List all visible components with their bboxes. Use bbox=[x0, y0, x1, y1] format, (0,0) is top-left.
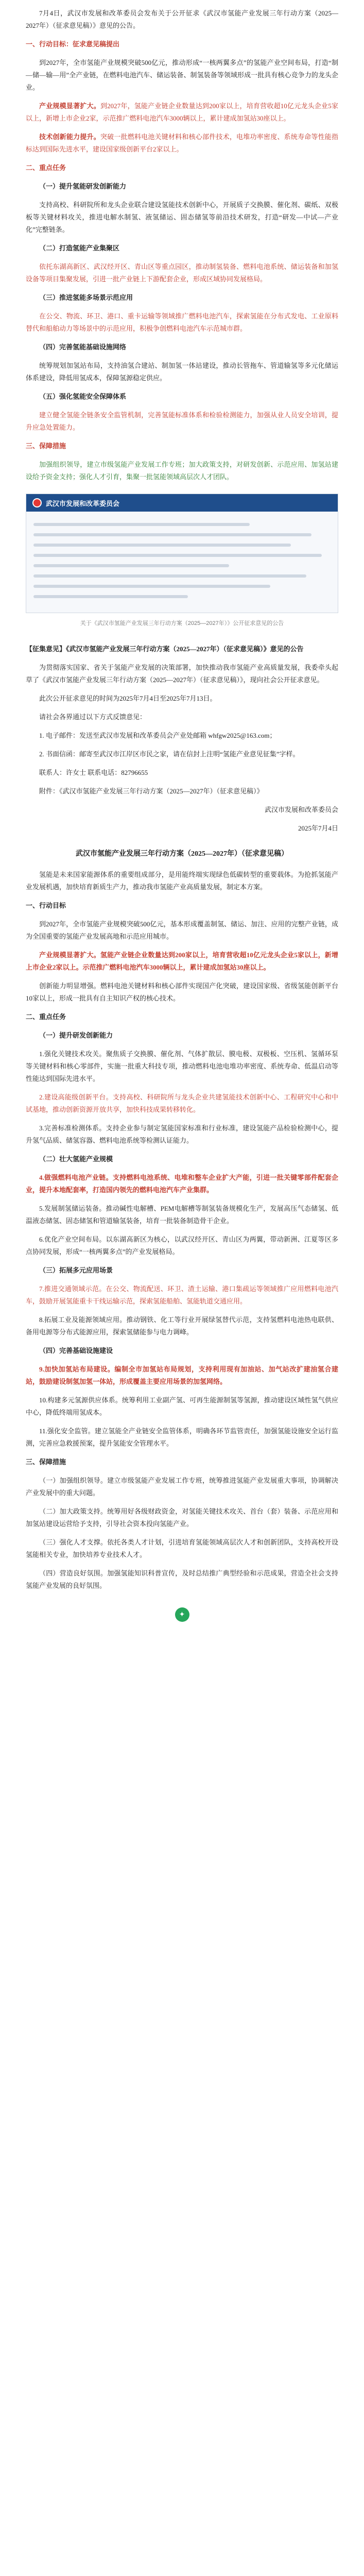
signature-date: 2025年7月4日 bbox=[298, 824, 338, 832]
paragraph: 到2027年，全市氢能产业规模突破500亿元，推动形成“一核两翼多点”的氢能产业空间布局，打造“制—储—输—用”全产业链，在燃料电池汽车、储运装备、制氢装备等领域形成一批具有核心竞争力的龙头企业。 bbox=[26, 59, 338, 91]
image-text-line bbox=[33, 574, 306, 578]
section-heading: 二、重点任务 bbox=[26, 1013, 66, 1021]
paragraph: （一）加强组织领导。建立市级氢能产业发展工作专班，统筹推进氢能产业发展重大事项，协调解决产业发展中的重大问题。 bbox=[26, 1477, 338, 1497]
paragraph: 此次公开征求意见的时间为2025年7月4日至2025年7月13日。 bbox=[39, 694, 217, 702]
sub-heading: （三）推进氢能多场景示范应用 bbox=[39, 294, 133, 301]
paragraph: 2.建设高能级创新平台。支持高校、科研院所与龙头企业共建氢能技术创新中心、工程研究中心和中试基地，推动创新资源开放共享，加快科技成果转移转化。 bbox=[26, 1093, 338, 1113]
attachment-link[interactable]: 附件：《武汉市氢能产业发展三年行动方案（2025—2027年）（征求意见稿）》 bbox=[39, 787, 264, 795]
highlight-text: 突破一批燃料电池关键材料和核心部件技术，电堆功率密度、系统寿命等性能指标达到国际先进水平，建设国家级创新平台2家以上。 bbox=[26, 133, 338, 153]
paragraph: 7.推进交通领域示范。在公交、物流配送、环卫、渣土运输、港口集疏运等领域推广应用燃料电池汽车，鼓励开展氢能重卡干线运输示范，探索氢能船舶、氢能轨道交通应用。 bbox=[26, 1285, 338, 1305]
paragraph: 5.发展制氢储运装备。推动碱性电解槽、PEM电解槽等制氢装备规模化生产，发展高压气态储氢、低温液态储氢、固态储氢和管道输氢装备，培育一批装备制造骨干企业。 bbox=[26, 1205, 338, 1225]
sub-heading: （一）提升研发创新能力 bbox=[39, 1031, 113, 1039]
paragraph: （四）营造良好氛围。加强氢能知识科普宣传，及时总结推广典型经验和示范成果，营造全社会支持氢能产业发展的良好氛围。 bbox=[26, 1569, 338, 1589]
paragraph: 6.优化产业空间布局。以东湖高新区为核心，以武汉经开区、青山区为两翼，带动新洲、江夏等区多点协同发展，形成“一核两翼多点”的产业发展格局。 bbox=[26, 1235, 338, 1256]
sub-heading: （五）强化氢能安全保障体系 bbox=[39, 393, 127, 400]
paragraph: 到2027年，全市氢能产业规模突破500亿元，基本形成覆盖制氢、储运、加注、应用的完整产业链，成为全国重要的氢能产业发展高地和示范应用城市。 bbox=[26, 920, 338, 940]
paragraph: 统筹规划加氢站布局，支持油氢合建站、制加氢一体站建设，推动长管拖车、管道输氢等多元化储运体系建设，降低用氢成本，保障氢源稳定供应。 bbox=[26, 362, 338, 382]
paragraph bbox=[26, 131, 338, 156]
paragraph: 在公交、物流、环卫、港口、重卡运输等领域推广燃料电池汽车，探索氢能在分布式发电、工业原料替代和船舶动力等场景中的示范应用，积极争创燃料电池汽车示范城市群。 bbox=[26, 312, 338, 332]
paragraph: 加强组织领导，建立市级氢能产业发展工作专班；加大政策支持，对研发创新、示范应用、加氢站建设给予资金支持；强化人才引育，集聚一批氢能领域高层次人才团队。 bbox=[26, 461, 338, 481]
notice-heading: 【征集意见】《武汉市氢能产业发展三年行动方案（2025—2027年）（征求意见稿）》意见的公告 bbox=[26, 645, 304, 653]
image-text-line bbox=[33, 595, 188, 598]
highlight-text: 技术创新能力提升。 bbox=[39, 133, 100, 141]
highlight-text: 到2027年，氢能产业链企业数量达到200家以上，培育营收超10亿元龙头企业5家以上，新增上市企业2家，示范推广燃料电池汽车3000辆以上，累计建成加氢站30座以上。 bbox=[26, 102, 338, 122]
section-heading: 三、保障措施 bbox=[26, 1458, 66, 1466]
paragraph: 为贯彻落实国家、省关于氢能产业发展的决策部署，加快推动我市氢能产业高质量发展，我委牵头起草了《武汉市氢能产业发展三年行动方案（2025—2027年）（征求意见稿）》，现向社会公开征求意见。 bbox=[26, 664, 338, 684]
image-org-name: 武汉市发展和改革委员会 bbox=[46, 499, 120, 507]
section-heading: 一、行动目标 bbox=[26, 902, 66, 909]
sub-heading: （一）提升氢能研发创新能力 bbox=[39, 182, 127, 190]
article-image bbox=[26, 494, 338, 613]
paragraph: 2. 书面信函：邮寄至武汉市江岸区市民之家，请在信封上注明“氢能产业意见征集”字样。 bbox=[39, 750, 300, 758]
paragraph: （二）加大政策支持。统筹用好各级财政资金，对氢能关键技术攻关、首台（套）装备、示范应用和加氢站建设运营给予支持，引导社会资本投向氢能产业。 bbox=[26, 1507, 338, 1528]
paragraph: 3.完善标准检测体系。支持企业参与制定氢能国家标准和行业标准，建设氢能产品检验检测中心，提升氢气品质、储氢容器、燃料电池系统等检测认证能力。 bbox=[26, 1124, 338, 1144]
section-heading: 一、行动目标：征求意见稿提出 bbox=[26, 40, 120, 48]
image-text-line bbox=[33, 544, 291, 547]
section-heading: 三、保障措施 bbox=[26, 442, 66, 450]
image-text-line bbox=[33, 585, 270, 588]
paragraph: 9.加快加氢站布局建设。编制全市加氢站布局规划，支持利用现有加油站、加气站改扩建油氢合建站，鼓励建设制氢加氢一体站，形成覆盖主要应用场景的加氢网络。 bbox=[26, 1365, 338, 1385]
image-header bbox=[26, 494, 338, 512]
paragraph: 10.构建多元氢源供应体系。统筹利用工业副产氢、可再生能源制氢等氢源，推动建设区域性氢气供应中心，降低终端用氢成本。 bbox=[26, 1396, 338, 1416]
wechat-icon[interactable]: ✦ bbox=[175, 1607, 189, 1622]
paragraph: （三）强化人才支撑。依托各类人才计划，引进培育氢能领域高层次人才和创新团队，支持高校开设氢能相关专业，加快培养专业技术人才。 bbox=[26, 1538, 338, 1558]
section-heading: 二、重点任务 bbox=[26, 164, 66, 172]
signature-org: 武汉市发展和改革委员会 bbox=[264, 806, 338, 814]
intro-paragraph: 7月4日，武汉市发展和改革委员会发布关于公开征求《武汉市氢能产业发展三年行动方案（2025—2027年）（征求意见稿）》意见的公告。 bbox=[26, 9, 338, 29]
paragraph: 建立健全氢能全链条安全监管机制，完善氢能标准体系和检验检测能力，加强从业人员安全培训，提升应急处置能力。 bbox=[26, 411, 338, 431]
image-text-line bbox=[33, 533, 311, 536]
paragraph bbox=[26, 100, 338, 125]
image-text-line bbox=[33, 564, 229, 567]
paragraph: 8.拓展工业及能源领域应用。推动钢铁、化工等行业开展绿氢替代示范，支持氢燃料电池热电联供、备用电源等分布式能源应用，探索氢储能参与电力调峰。 bbox=[26, 1316, 338, 1336]
paragraph: 联系人：许女士 联系电话：82796655 bbox=[39, 769, 148, 776]
sub-heading: （三）拓展多元应用场景 bbox=[39, 1266, 113, 1274]
paragraph: 支持高校、科研院所和龙头企业联合建设氢能技术创新中心，开展质子交换膜、催化剂、碳纸、双极板等关键材料攻关，推进电解水制氢、液氢储运、固态储氢等前沿技术研发，打造“研发—中试—产业化”完整链条。 bbox=[26, 201, 338, 233]
paragraph: 1.强化关键技术攻关。聚焦质子交换膜、催化剂、气体扩散层、膜电极、双极板、空压机、氢循环泵等关键材料和核心零部件，实施一批重大科技专项，推动燃料电池电堆功率密度、系统寿命、低温启动等性能达到国际先进水平。 bbox=[26, 1050, 338, 1082]
paragraph: 氢能是未来国家能源体系的重要组成部分，是用能终端实现绿色低碳转型的重要载体。为抢抓氢能产业发展机遇，加快培育新质生产力，推动我市氢能产业高质量发展，制定本方案。 bbox=[26, 871, 338, 891]
paragraph: 依托东湖高新区、武汉经开区、青山区等重点园区，推动制氢装备、燃料电池系统、储运装备和加氢设备等项目集聚发展，引进一批产业链上下游配套企业，形成区域协同发展格局。 bbox=[26, 263, 338, 283]
paragraph: 1. 电子邮件：发送至武汉市发展和改革委员会产业处邮箱 whfgw2025@163.com； bbox=[39, 732, 276, 739]
paragraph: 请社会各界通过以下方式反馈意见： bbox=[39, 713, 147, 721]
sub-heading: （四）完善氢能基础设施网络 bbox=[39, 343, 127, 351]
paragraph: 创新能力明显增强。燃料电池关键材料和核心部件实现国产化突破，建设国家级、省级氢能创新平台10家以上，形成一批具有自主知识产权的核心技术。 bbox=[26, 982, 338, 1002]
sub-heading: （二）打造氢能产业集聚区 bbox=[39, 244, 120, 252]
image-caption: 关于《武汉市氢能产业发展三年行动方案（2025—2027年）》公开征求意见的公告 bbox=[80, 620, 284, 626]
paragraph: 4.做强燃料电池产业链。支持燃料电池系统、电堆和整车企业扩大产能，引进一批关键零部件配套企业，提升本地配套率，打造国内领先的燃料电池汽车产业集群。 bbox=[26, 1174, 338, 1194]
emblem-icon bbox=[32, 498, 42, 507]
sub-heading: （二）壮大氢能产业规模 bbox=[39, 1155, 113, 1163]
article-body bbox=[26, 0, 338, 1622]
paragraph: 11.强化安全监管。建立氢能全产业链安全监管体系，明确各环节监管责任，加强氢能设施安全运行监测，完善应急救援预案，提升氢能安全管理水平。 bbox=[26, 1427, 338, 1447]
image-text-line bbox=[33, 523, 250, 526]
sub-heading: （四）完善基础设施建设 bbox=[39, 1347, 113, 1354]
document-title: 武汉市氢能产业发展三年行动方案（2025—2027年）（征求意见稿） bbox=[76, 850, 288, 858]
image-text-line bbox=[33, 554, 322, 557]
share-bar bbox=[26, 1607, 338, 1622]
highlight-text: 产业规模显著扩大。 bbox=[39, 102, 100, 110]
paragraph: 产业规模显著扩大。氢能产业链企业数量达到200家以上，培育营收超10亿元龙头企业5家以上，新增上市企业2家以上。示范推广燃料电池汽车3000辆以上，累计建成加氢站30座以上。 bbox=[26, 951, 338, 971]
